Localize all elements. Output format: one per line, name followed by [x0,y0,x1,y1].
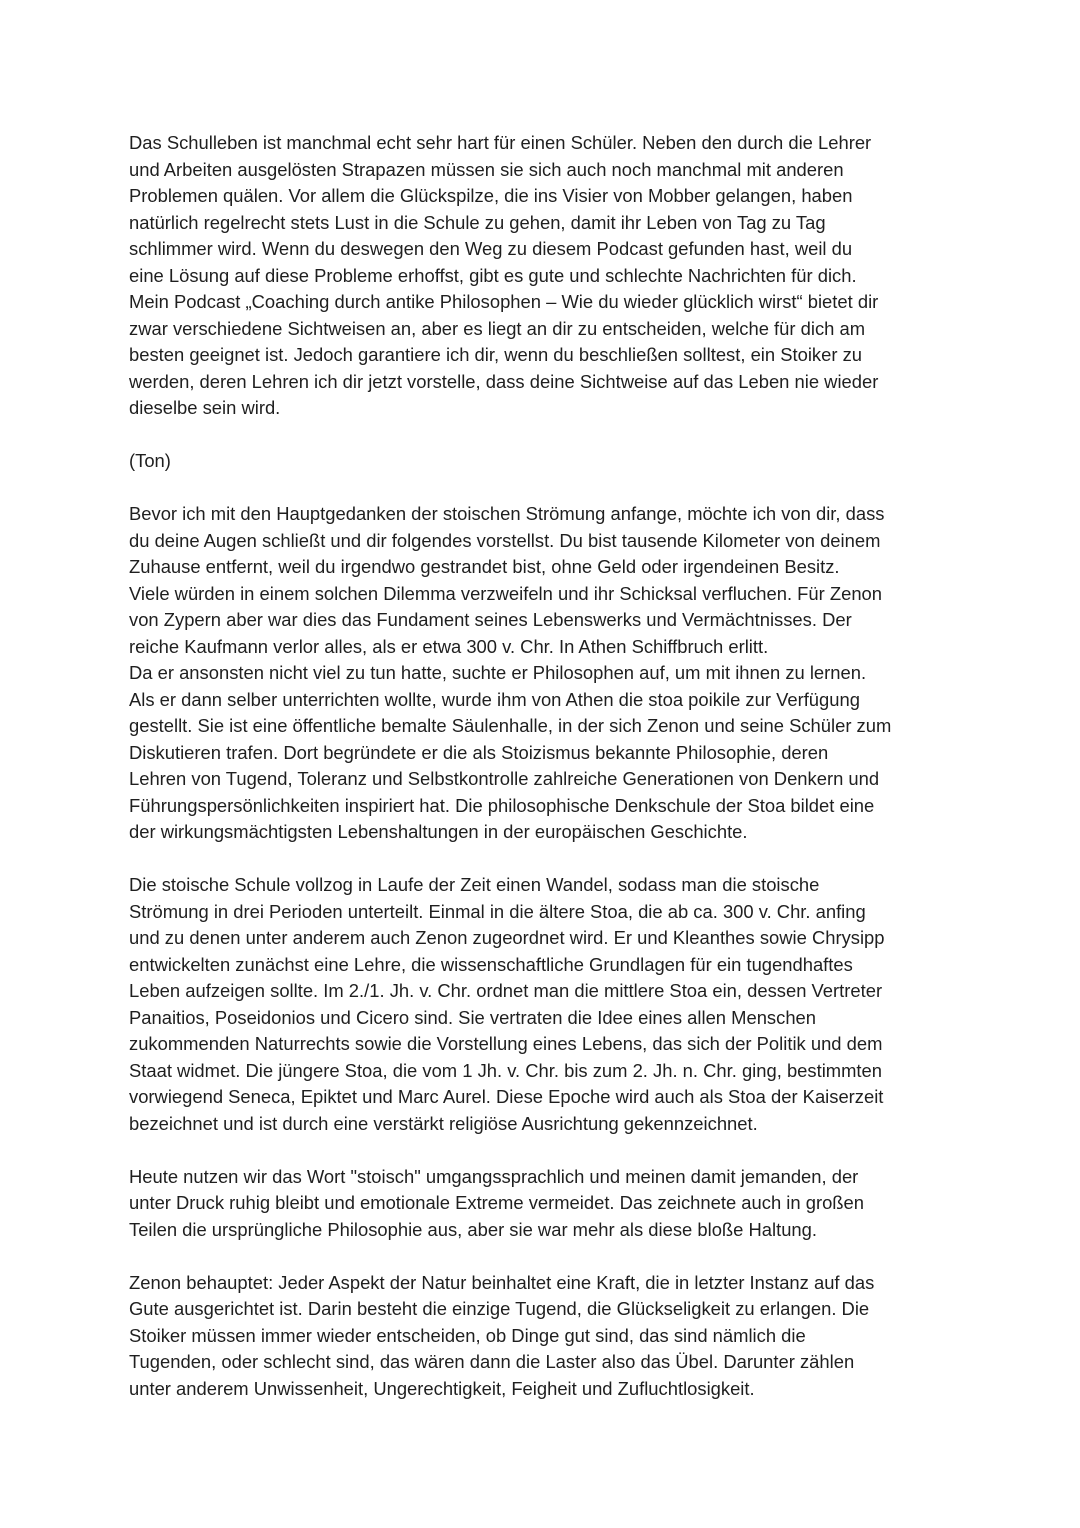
paragraph-stoic-today: Heute nutzen wir das Wort "stoisch" umgangssprachlich und meinen damit jemanden, der unter Druck ruhig bleibt und emotionale Extreme vermeidet. Das zeichnete auch in großen Teilen die ursprüngliche Philosophie aus, aber sie war mehr als diese bloße Haltung. [129,1165,864,1240]
paragraph-zenon-story: Bevor ich mit den Hauptgedanken der stoischen Strömung anfange, möchte ich von dir, dass du deine Augen schließt und dir folgendes vorstellst. Du bist tausende Kilometer von deinem Zuhause entfernt, weil du irgendwo gestrandet bist, ohne Geld oder irgendeinen Besitz. Viele würden in einem solchen Dilemma verzweifeln und ihr Schicksal verfluchen. Für Zenon von Zypern aber war dies das Fundament seines Lebenswerks und Vermächtnisses. Der reiche Kaufmann verlor alles, als er etwa 300 v. Chr. In Athen Schiffbruch erlitt. Da er ansonsten nicht viel zu tun hatte, suchte er Philosophen auf, um mit ihnen zu lernen. Als er dann selber unterrichten wollte, wurde ihm von Athen die stoa poikile zur Verfügung gestellt. Sie ist eine öffentliche bemalte Säulenhalle, in der sich Zenon und seine Schüler zum Diskutieren trafen. Dort begründete er die als Stoizismus bekannte Philosophie, deren Lehren von Tugend, Toleranz und Selbstkontrolle zahlreiche Generationen von Denkern und Führungspersönlichkeiten inspiriert hat. Die philosophische Denkschule der Stoa bildet eine der wirkungsmächtigsten Lebenshaltungen in der europäischen Geschichte. [129,503,892,842]
document-page [129,130,964,1429]
paragraph-sound-cue: (Ton) [129,450,171,471]
paragraph-virtue: Zenon behauptet: Jeder Aspekt der Natur beinhaltet eine Kraft, die in letzter Instanz auf das Gute ausgerichtet ist. Darin besteht die einzige Tugend, die Glückseligkeit zu erlangen. Die Stoiker müssen immer wieder entscheiden, ob Dinge gut sind, das sind nämlich die Tugenden, oder schlecht sind, das wären dann die Laster also das Übel. Darunter zählen unter anderem Unwissenheit, Ungerechtigkeit, Feigheit und Zufluchtlosigkeit. [129,1271,875,1399]
paragraph-stoa-periods: Die stoische Schule vollzog in Laufe der Zeit einen Wandel, sodass man die stoische Strömung in drei Perioden unterteilt. Einmal in die ältere Stoa, die ab ca. 300 v. Chr. anfing und zu denen unter anderem auch Zenon zugeordnet wird. Er und Kleanthes sowie Chrysipp entwickelten zunächst eine Lehre, die wissenschaftliche Grundlagen für ein tugendhaftes Leben aufzeigen sollte. Im 2./1. Jh. v. Chr. ordnet man die mittlere Stoa ein, dessen Vertreter Panaitios, Poseidonios und Cicero sind. Sie vertraten die Idee eines allen Menschen zukommenden Naturrechts sowie die Vorstellung eines Lebens, das sich der Politik und dem Staat widmet. Die jüngere Stoa, die vom 1 Jh. v. Chr. bis zum 2. Jh. n. Chr. ging, bestimmten vorwiegend Seneca, Epiktet und Marc Aurel. Diese Epoche wird auch als Stoa der Kaiserzeit bezeichnet und ist durch eine verstärkt religiöse Ausrichtung gekennzeichnet. [129,874,885,1134]
paragraph-intro: Das Schulleben ist manchmal echt sehr hart für einen Schüler. Neben den durch die Lehrer und Arbeiten ausgelösten Strapazen müssen sie sich auch noch manchmal mit anderen Problemen quälen. Vor allem die Glückspilze, die ins Visier von Mobber gelangen, haben natürlich regelrecht stets Lust in die Schule zu gehen, damit ihr Leben von Tag zu Tag schlimmer wird. Wenn du deswegen den Weg zu diesem Podcast gefunden hast, weil du eine Lösung auf diese Probleme erhoffst, gibt es gute und schlechte Nachrichten für dich. Mein Podcast „Coaching durch antike Philosophen – Wie du wieder glücklich wirst“ bietet dir zwar verschiedene Sichtweisen an, aber es liegt an dir zu entscheiden, welche für dich am besten geeignet ist. Jedoch garantiere ich dir, wenn du beschließen solltest, ein Stoiker zu werden, deren Lehren ich dir jetzt vorstelle, dass deine Sichtweise auf das Leben nie wieder dieselbe sein wird. [129,132,879,418]
